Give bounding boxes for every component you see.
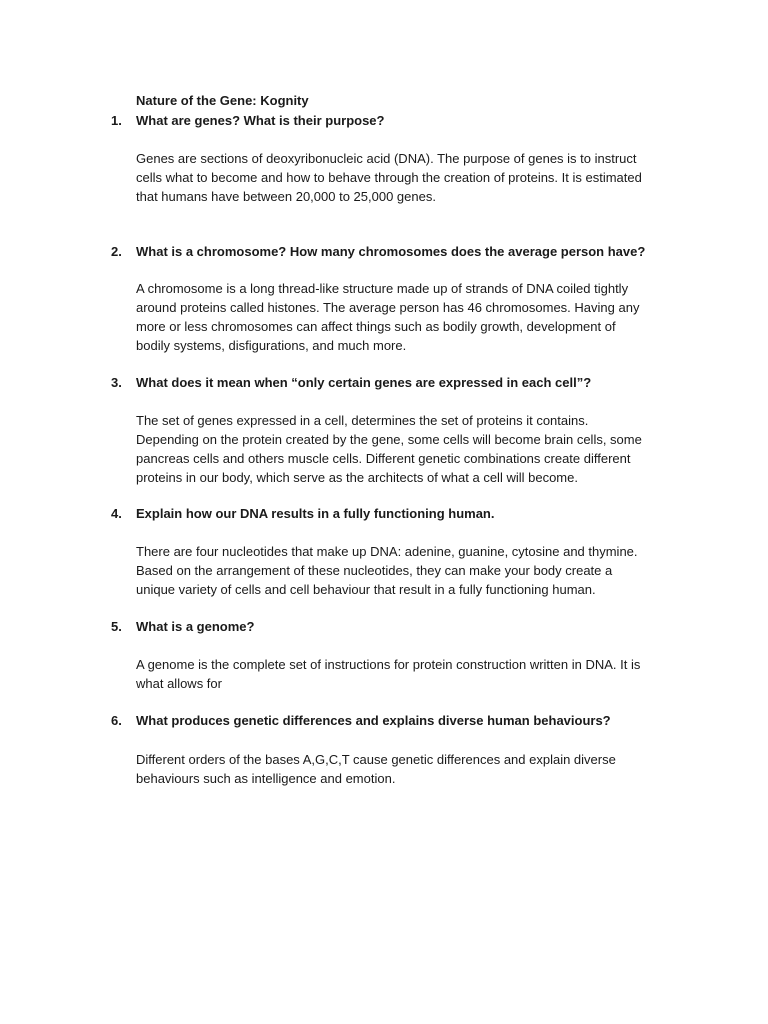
question-text: What produces genetic differences and explains diverse human behaviours?: [136, 713, 611, 728]
answer-line: Depending on the protein created by the gene, some cells will become brain cells, some: [136, 432, 642, 447]
answer-paragraph: [136, 655, 681, 693]
answer-line: There are four nucleotides that make up DNA: adenine, guanine, cytosine and thymine.: [136, 544, 638, 559]
answer-paragraph: [136, 149, 681, 206]
question-number: 5.: [111, 619, 122, 634]
answer-line: bodily systems, disfigurations, and much more.: [136, 338, 407, 353]
question-number: 2.: [111, 244, 122, 259]
answer-line: behaviours such as intelligence and emotion.: [136, 771, 396, 786]
question-text: Explain how our DNA results in a fully functioning human.: [136, 506, 495, 521]
answer-paragraph: [136, 750, 681, 788]
answer-line: A genome is the complete set of instructions for protein construction written in DNA. It is: [136, 657, 641, 672]
question-number: 4.: [111, 506, 122, 521]
question-text: What is a genome?: [136, 619, 255, 634]
answer-line: proteins in our body, which serve as the architects of what a cell will become.: [136, 470, 578, 485]
question-text: What does it mean when “only certain genes are expressed in each cell”?: [136, 375, 592, 390]
question-text: What are genes? What is their purpose?: [136, 113, 385, 128]
answer-paragraph: [136, 279, 681, 355]
answer-line: around proteins called histones. The average person has 46 chromosomes. Having any: [136, 300, 640, 315]
question-number: 3.: [111, 375, 122, 390]
answer-paragraph: [136, 542, 681, 599]
answer-line: The set of genes expressed in a cell, determines the set of proteins it contains.: [136, 413, 589, 428]
answer-line: Genes are sections of deoxyribonucleic acid (DNA). The purpose of genes is to instruct: [136, 151, 637, 166]
answer-line: cells what to become and how to behave through the creation of proteins. It is estimated: [136, 170, 642, 185]
answer-line: pancreas cells and others muscle cells. Different genetic combinations create different: [136, 451, 631, 466]
answer-line: A chromosome is a long thread-like structure made up of strands of DNA coiled tightly: [136, 281, 629, 296]
answer-line: unique variety of cells and cell behaviour that result in a fully functioning human.: [136, 582, 596, 597]
document-title: Nature of the Gene: Kognity: [136, 93, 309, 108]
question-number: 6.: [111, 713, 122, 728]
question-number: 1.: [111, 113, 122, 128]
answer-line: more or less chromosomes can affect things such as bodily growth, development of: [136, 319, 616, 334]
answer-line: Different orders of the bases A,G,C,T cause genetic differences and explain diverse: [136, 752, 616, 767]
answer-line: that humans have between 20,000 to 25,000 genes.: [136, 189, 436, 204]
question-text: What is a chromosome? How many chromosomes does the average person have?: [136, 244, 646, 259]
answer-line: what allows for: [136, 676, 222, 691]
answer-paragraph: [136, 411, 681, 487]
answer-line: Based on the arrangement of these nucleotides, they can make your body create a: [136, 563, 613, 578]
